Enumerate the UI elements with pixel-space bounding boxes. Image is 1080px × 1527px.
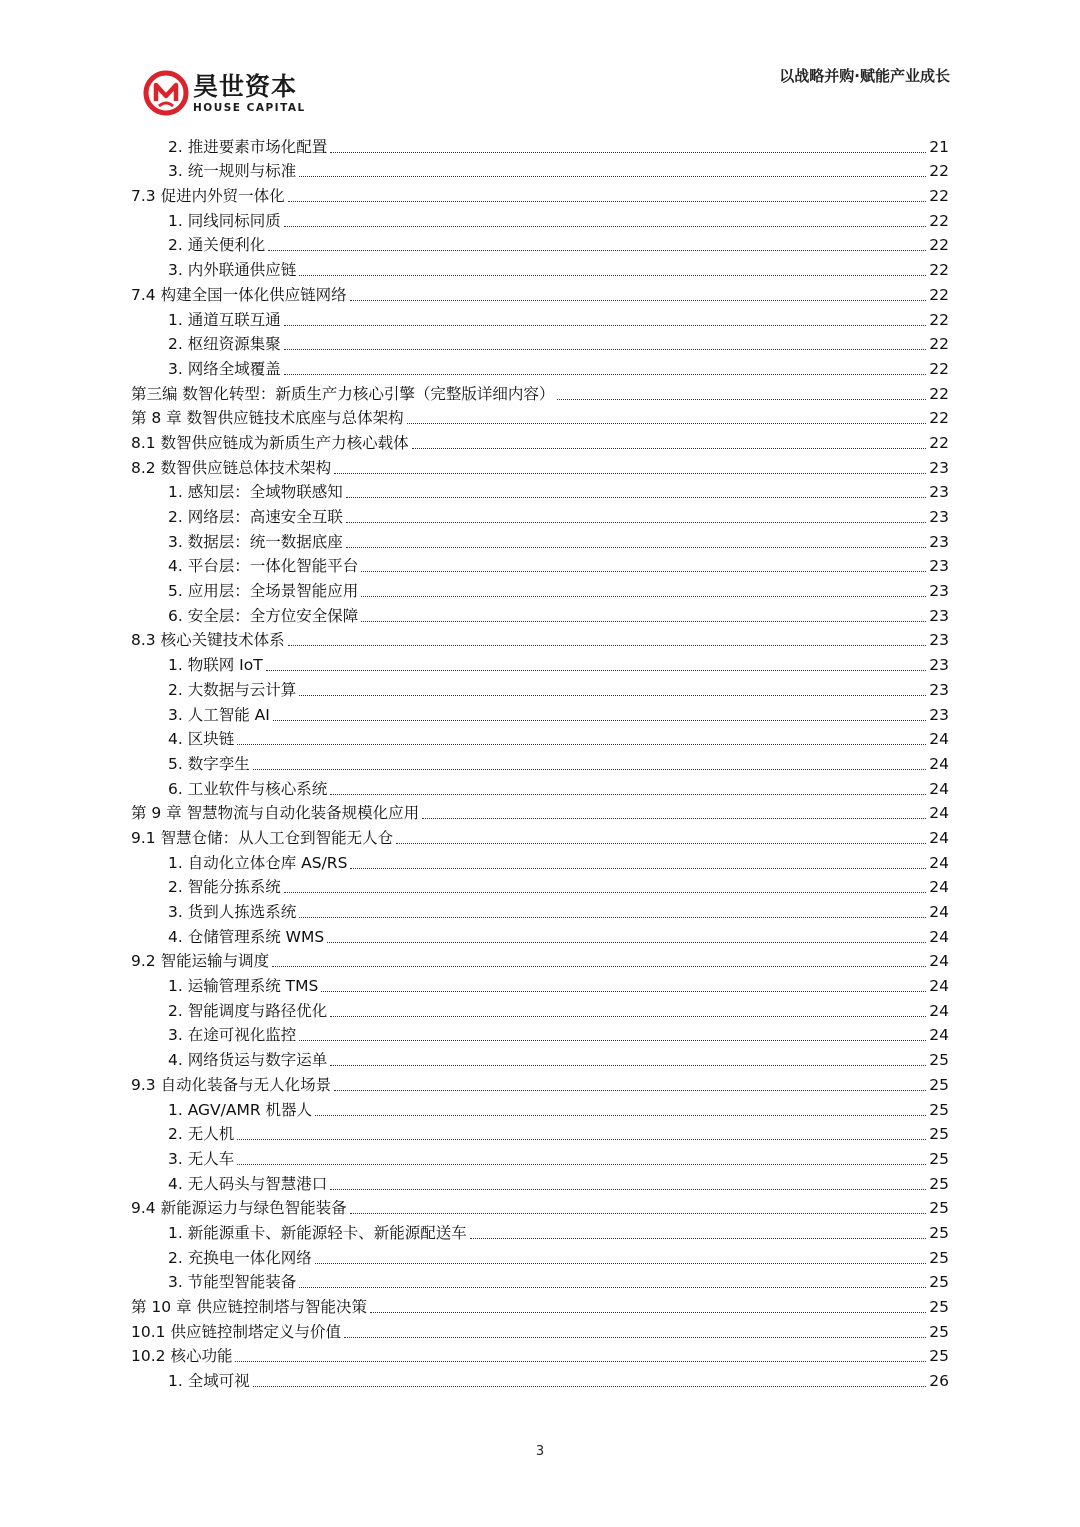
toc-dot-leader [361,595,926,597]
toc-entry-title: 8.2 数智供应链总体技术架构 [131,458,332,477]
toc-entry[interactable] [131,823,949,848]
toc-dot-leader [350,1212,927,1214]
toc-dot-leader [350,867,926,869]
toc-entry[interactable] [131,428,949,453]
toc-entry-title: 9.3 自动化装备与无人化场景 [131,1075,332,1094]
toc-entry-page: 22 [929,187,949,206]
toc-entry[interactable] [131,774,949,799]
toc-entry-page: 23 [929,532,949,551]
toc-entry[interactable] [131,132,949,157]
toc-entry-title: 1. AGV/AMR 机器人 [168,1100,313,1119]
toc-entry[interactable] [131,280,949,305]
toc-dot-leader [361,620,926,622]
toc-entry-page: 24 [929,828,949,847]
toc-dot-leader [370,1311,926,1313]
toc-entry[interactable] [131,231,949,256]
toc-entry-page: 22 [929,211,949,230]
toc-entry-title: 1. 同线同标同质 [168,211,281,230]
toc-entry-title: 3. 无人车 [168,1149,235,1168]
toc-entry-page: 22 [929,285,949,304]
toc-entry[interactable] [131,725,949,750]
toc-entry[interactable] [131,181,949,206]
toc-entry-page: 24 [929,779,949,798]
toc-entry[interactable] [131,971,949,996]
table-of-contents [131,132,949,1391]
toc-entry-title: 2. 大数据与云计算 [168,680,297,699]
toc-entry[interactable] [131,1342,949,1367]
house-capital-logo-icon [143,70,189,116]
toc-dot-leader [361,570,926,572]
toc-dot-leader [346,521,927,523]
toc-entry-title: 3. 在途可视化监控 [168,1026,297,1045]
toc-dot-leader [299,1039,926,1041]
toc-entry[interactable] [131,700,949,725]
toc-dot-leader [344,1336,926,1338]
toc-dot-leader [266,669,927,671]
toc-entry-page: 22 [929,261,949,280]
toc-dot-leader [321,990,926,992]
toc-entry-title: 2. 无人机 [168,1125,235,1144]
toc-dot-leader [422,817,926,819]
toc-entry-page: 24 [929,804,949,823]
toc-entry-page: 25 [929,1199,949,1218]
toc-entry[interactable] [131,379,949,404]
toc-entry-title: 第 9 章 智慧物流与自动化装备规模化应用 [131,804,420,823]
toc-dot-leader [284,891,927,893]
toc-entry[interactable] [131,1243,949,1268]
toc-dot-leader [315,1114,926,1116]
toc-entry-title: 1. 新能源重卡、新能源轻卡、新能源配送车 [168,1223,467,1242]
toc-entry-page: 22 [929,335,949,354]
toc-entry-page: 22 [929,384,949,403]
toc-entry-page: 25 [929,1075,949,1094]
toc-entry[interactable] [131,947,949,972]
toc-entry[interactable] [131,873,949,898]
toc-entry-page: 24 [929,927,949,946]
toc-dot-leader [237,743,926,745]
toc-entry[interactable] [131,157,949,182]
toc-entry-page: 23 [929,680,949,699]
toc-entry[interactable] [131,1120,949,1145]
toc-entry-page: 25 [929,1322,949,1341]
toc-entry-page: 24 [929,878,949,897]
toc-entry-page: 22 [929,409,949,428]
company-logo [143,70,323,120]
toc-entry-title: 3. 人工智能 AI [168,705,270,724]
toc-entry-page: 25 [929,1298,949,1316]
toc-entry-page: 23 [929,458,949,477]
toc-dot-leader [253,768,927,770]
toc-entry-title: 4. 区块链 [168,730,235,749]
toc-entry-page: 26 [929,1372,949,1391]
toc-entry[interactable] [131,527,949,552]
toc-entry-title: 2. 智能调度与路径优化 [168,1001,328,1020]
toc-entry[interactable] [131,996,949,1021]
toc-entry[interactable] [131,1317,949,1342]
toc-entry-page: 24 [929,952,949,971]
toc-entry-title: 6. 工业软件与核心系统 [168,779,328,798]
toc-entry-title: 2. 枢纽资源集聚 [168,335,281,354]
toc-entry-title: 8.3 核心关键技术体系 [131,631,285,650]
toc-entry-page: 23 [929,705,949,724]
toc-entry-page: 24 [929,903,949,921]
toc-entry-title: 3. 网络全域覆盖 [168,359,281,378]
toc-entry-title: 4. 仓储管理系统 WMS [168,927,325,946]
toc-dot-leader [315,1262,927,1264]
toc-entry-title: 7.4 构建全国一体化供应链网络 [131,285,347,304]
toc-entry-title: 9.1 智慧仓储：从人工仓到智能无人仓 [131,828,394,847]
toc-entry-page: 23 [929,656,949,675]
toc-entry[interactable] [131,354,949,379]
logo-english-name: HOUSE CAPITAL [193,102,306,114]
toc-entry[interactable] [131,1070,949,1095]
toc-dot-leader [346,496,927,498]
toc-entry-title: 第 10 章 供应链控制塔与智能决策 [131,1298,368,1316]
toc-entry-page: 22 [929,236,949,255]
toc-dot-leader [237,1138,926,1140]
toc-entry[interactable] [131,1292,949,1317]
toc-dot-leader [334,1089,926,1091]
toc-dot-leader [268,249,926,251]
toc-entry[interactable] [131,626,949,651]
toc-dot-leader [253,1385,927,1387]
toc-dot-leader [334,472,926,474]
header-slogan: 以战略并购·赋能产业成长 [779,67,950,85]
toc-dot-leader [235,1360,926,1362]
toc-entry-title: 5. 应用层：全场景智能应用 [168,582,359,601]
toc-entry-page: 25 [929,1149,949,1168]
toc-dot-leader [237,1163,926,1165]
toc-dot-leader [299,175,926,177]
toc-dot-leader [350,299,927,301]
toc-entry[interactable] [131,576,949,601]
toc-entry-title: 3. 节能型智能装备 [168,1273,297,1292]
toc-dot-leader [346,546,927,548]
toc-entry-page: 23 [929,606,949,625]
toc-entry-title: 9.4 新能源运力与绿色智能装备 [131,1199,347,1218]
toc-entry[interactable] [131,453,949,478]
toc-dot-leader [299,694,926,696]
toc-entry-page: 25 [929,1100,949,1119]
toc-entry-page: 22 [929,162,949,181]
toc-dot-leader [330,1015,926,1017]
toc-dot-leader [470,1237,927,1239]
toc-entry-title: 1. 感知层：全域物联感知 [168,483,343,502]
page-number: 3 [535,1444,545,1459]
toc-entry[interactable] [131,1218,949,1243]
toc-entry[interactable] [131,330,949,355]
toc-entry-page: 23 [929,508,949,526]
toc-entry[interactable] [131,552,949,577]
toc-entry-title: 2. 智能分拣系统 [168,878,281,897]
toc-entry-title: 10.2 核心功能 [131,1347,233,1366]
toc-entry-page: 25 [929,1051,949,1070]
toc-entry-page: 24 [929,853,949,872]
toc-entry-title: 1. 自动化立体仓库 AS/RS [168,853,348,872]
toc-entry[interactable] [131,848,949,873]
toc-dot-leader [327,941,926,943]
toc-entry[interactable] [131,1144,949,1169]
toc-entry[interactable] [131,922,949,947]
toc-entry[interactable] [131,478,949,503]
toc-entry[interactable] [131,897,949,922]
toc-entry-title: 1. 通道互联互通 [168,310,281,329]
toc-entry-title: 7.3 促进内外贸一体化 [131,187,285,206]
toc-dot-leader [330,793,926,795]
toc-dot-leader [288,644,927,646]
toc-entry[interactable] [131,799,949,824]
toc-entry-title: 2. 通关便利化 [168,236,266,255]
toc-entry-page: 22 [929,359,949,378]
toc-entry[interactable] [131,1366,949,1391]
toc-entry-page: 25 [929,1248,949,1267]
toc-entry-title: 4. 无人码头与智慧港口 [168,1174,328,1193]
toc-entry-title: 10.1 供应链控制塔定义与价值 [131,1322,341,1341]
toc-entry-title: 第 8 章 数智供应链技术底座与总体架构 [131,409,404,428]
toc-entry[interactable] [131,749,949,774]
page-header [0,0,1080,130]
toc-dot-leader [284,225,927,227]
toc-dot-leader [288,200,927,202]
toc-entry[interactable] [131,404,949,429]
toc-entry-title: 1. 全域可视 [168,1372,250,1391]
toc-dot-leader [330,151,926,153]
toc-entry-page: 24 [929,754,949,773]
toc-entry-title: 1. 运输管理系统 TMS [168,977,319,996]
toc-entry-title: 4. 网络货运与数字运单 [168,1051,328,1070]
toc-dot-leader [412,447,927,449]
toc-entry[interactable] [131,601,949,626]
toc-entry-title: 3. 数据层：统一数据底座 [168,532,343,551]
toc-dot-leader [299,274,926,276]
toc-dot-leader [272,965,926,967]
toc-entry-page: 24 [929,1026,949,1045]
toc-dot-leader [284,373,927,375]
toc-entry[interactable] [131,305,949,330]
toc-entry-title: 第三编 数智化转型：新质生产力核心引擎（完整版详细内容） [131,384,555,403]
toc-entry-title: 3. 统一规则与标准 [168,162,297,181]
toc-entry-title: 2. 充换电一体化网络 [168,1248,312,1267]
toc-entry-title: 3. 货到人拣选系统 [168,903,297,921]
toc-entry-page: 23 [929,631,949,650]
toc-entry-page: 24 [929,730,949,749]
toc-entry[interactable] [131,650,949,675]
toc-entry-title: 9.2 智能运输与调度 [131,952,270,971]
toc-entry-page: 21 [929,137,949,156]
toc-dot-leader [273,719,926,721]
toc-entry-page: 25 [929,1125,949,1144]
toc-entry-page: 25 [929,1273,949,1292]
toc-entry-page: 25 [929,1174,949,1193]
toc-entry-page: 23 [929,557,949,576]
toc-entry[interactable] [131,1095,949,1120]
toc-dot-leader [299,916,926,918]
toc-entry-page: 24 [929,1001,949,1020]
toc-dot-leader [299,1286,926,1288]
toc-entry-title: 4. 平台层：一体化智能平台 [168,557,359,576]
toc-entry[interactable] [131,206,949,231]
toc-entry[interactable] [131,1045,949,1070]
toc-dot-leader [330,1064,926,1066]
toc-entry-title: 2. 推进要素市场化配置 [168,137,328,156]
toc-dot-leader [330,1188,926,1190]
logo-chinese-name: 昊世资本 [193,72,298,101]
toc-dot-leader [407,422,927,424]
toc-dot-leader [396,842,926,844]
toc-entry-title: 1. 物联网 IoT [168,656,263,675]
toc-entry[interactable] [131,1268,949,1293]
toc-dot-leader [557,398,926,400]
toc-entry-page: 23 [929,582,949,601]
toc-entry[interactable] [131,502,949,527]
toc-entry-page: 25 [929,1347,949,1366]
toc-entry[interactable] [131,675,949,700]
toc-entry[interactable] [131,1021,949,1046]
toc-entry-title: 3. 内外联通供应链 [168,261,297,280]
toc-entry-page: 23 [929,483,949,502]
toc-entry-title: 5. 数字孪生 [168,754,250,773]
toc-entry-title: 2. 网络层：高速安全互联 [168,508,343,526]
toc-dot-leader [284,324,927,326]
toc-entry-page: 22 [929,433,949,452]
toc-entry-page: 24 [929,977,949,996]
toc-entry[interactable] [131,1194,949,1219]
toc-entry-title: 6. 安全层：全方位安全保障 [168,606,359,625]
toc-dot-leader [284,348,927,350]
toc-entry[interactable] [131,1169,949,1194]
toc-entry-page: 25 [929,1223,949,1242]
toc-entry-title: 8.1 数智供应链成为新质生产力核心载体 [131,433,409,452]
toc-entry-page: 22 [929,310,949,329]
toc-entry[interactable] [131,255,949,280]
